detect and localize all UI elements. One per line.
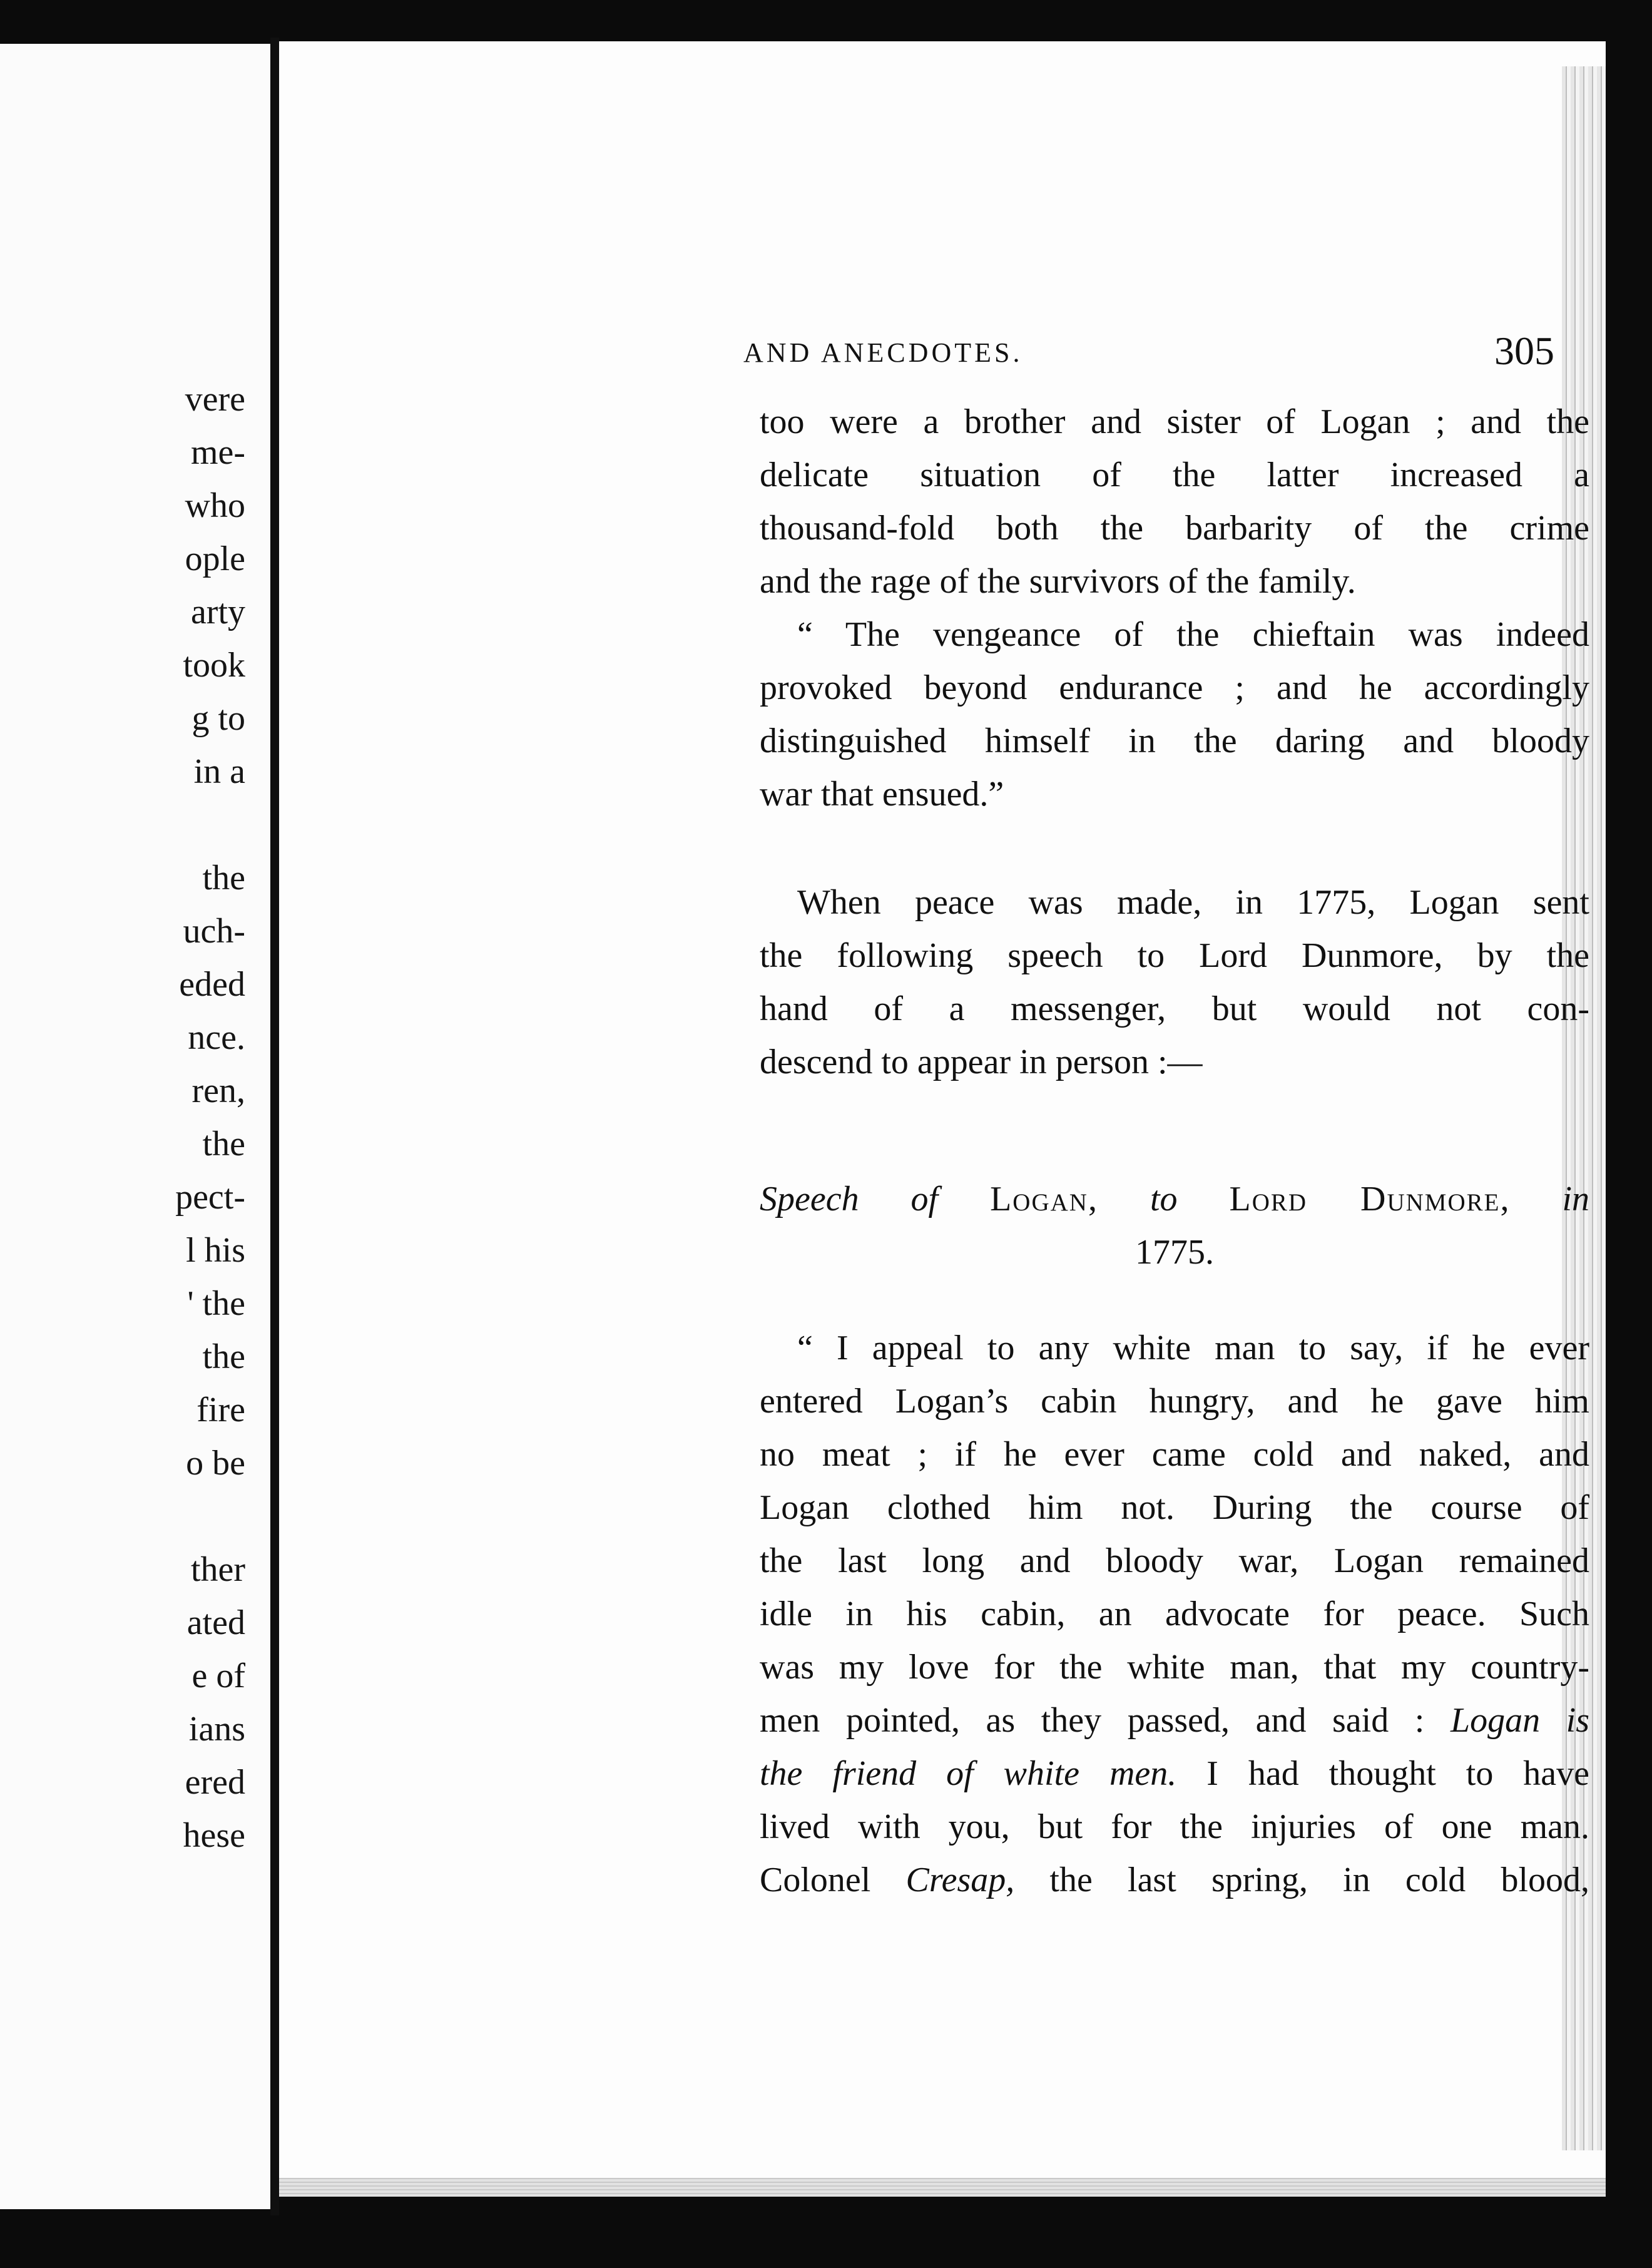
facing-page-line: hese bbox=[183, 1816, 245, 1855]
facing-page-line: ' the bbox=[187, 1284, 245, 1323]
facing-page-line: the bbox=[202, 859, 245, 897]
facing-page-line: l his bbox=[186, 1231, 245, 1270]
facing-page-line: ians bbox=[188, 1710, 245, 1749]
paragraph-peace bbox=[760, 876, 1589, 1089]
text-segment: men pointed, as they passed, and said : bbox=[760, 1701, 1425, 1740]
paragraph-quote bbox=[760, 608, 1589, 821]
text-line: no meat ; if he ever came cold and naked, and bbox=[760, 1435, 1589, 1474]
text-segment: the last spring, in cold blood, bbox=[1049, 1861, 1590, 1899]
facing-page-line: ered bbox=[185, 1763, 245, 1802]
speech-heading bbox=[760, 1173, 1589, 1279]
heading-to: to bbox=[1150, 1180, 1178, 1218]
page-bottom-edge bbox=[279, 2178, 1606, 2197]
facing-page-line: took bbox=[183, 646, 245, 685]
facing-page-line: eded bbox=[179, 965, 245, 1004]
heading-logan: Logan, bbox=[990, 1180, 1098, 1218]
text-line: When peace was made, in 1775, Logan sent bbox=[797, 883, 1589, 922]
text-line: the following speech to Lord Dunmore, by the bbox=[760, 936, 1589, 975]
facing-page-line: the bbox=[202, 1337, 245, 1376]
facing-page-line: me- bbox=[190, 433, 245, 472]
facing-page-line: ople bbox=[185, 539, 245, 578]
text-line: lived with you, but for the injuries of one man. bbox=[760, 1807, 1589, 1846]
text-line: thousand-fold both the barbarity of the crime bbox=[760, 509, 1589, 548]
text-line: and the rage of the survivors of the family. bbox=[760, 562, 1356, 601]
facing-page-line: vere bbox=[185, 380, 245, 419]
text-line bbox=[760, 1694, 1589, 1747]
paragraph-continuation bbox=[760, 396, 1589, 608]
heading-speech-of: Speech of bbox=[760, 1180, 939, 1218]
facing-page-line: arty bbox=[190, 593, 245, 631]
text-line: the last long and bloody war, Logan remained bbox=[760, 1541, 1589, 1580]
text-line bbox=[760, 1854, 1589, 1907]
facing-page-line: ated bbox=[186, 1603, 245, 1642]
facing-page-line: ren, bbox=[191, 1071, 245, 1110]
facing-page-line: who bbox=[185, 486, 245, 525]
running-head: AND ANECDOTES. bbox=[743, 337, 1023, 368]
text-segment-italic: Logan is bbox=[1450, 1701, 1590, 1740]
text-segment: I had thought to have bbox=[1206, 1754, 1590, 1793]
text-line: war that ensued.” bbox=[760, 775, 1004, 814]
text-line: Logan clothed him not. During the course of bbox=[760, 1488, 1589, 1527]
text-segment: Colonel bbox=[760, 1861, 871, 1899]
facing-page-line: g to bbox=[191, 699, 245, 738]
heading-lord-dunmore: Lord Dunmore, bbox=[1229, 1180, 1511, 1218]
facing-page-line: in a bbox=[193, 752, 245, 791]
text-line: too were a brother and sister of Logan ; and the bbox=[760, 402, 1589, 441]
text-line: entered Logan’s cabin hungry, and he gave him bbox=[760, 1382, 1589, 1421]
facing-page-line: uch- bbox=[183, 912, 245, 951]
facing-page-line: o be bbox=[186, 1444, 245, 1483]
page-number: 305 bbox=[1494, 329, 1554, 373]
facing-page-fragment bbox=[0, 44, 273, 2209]
facing-page-line: the bbox=[202, 1125, 245, 1163]
book-gutter bbox=[270, 38, 279, 2215]
heading-year: 1775. bbox=[1135, 1233, 1214, 1272]
text-line: idle in his cabin, an advocate for peace. Such bbox=[760, 1595, 1589, 1633]
text-segment-italic: Cresap, bbox=[905, 1861, 1015, 1899]
text-line: was my love for the white man, that my country- bbox=[760, 1648, 1589, 1687]
facing-page-line: e of bbox=[191, 1657, 245, 1695]
speech-text bbox=[760, 1322, 1589, 1907]
text-line: hand of a messenger, but would not con- bbox=[760, 989, 1589, 1028]
book-page bbox=[279, 41, 1606, 2197]
heading-line bbox=[760, 1173, 1589, 1226]
text-line: descend to appear in person :— bbox=[760, 1043, 1203, 1081]
text-line: distinguished himself in the daring and bloody bbox=[760, 722, 1589, 760]
facing-page-line: ther bbox=[190, 1550, 245, 1589]
text-line: “ I appeal to any white man to say, if he ever bbox=[797, 1329, 1589, 1367]
facing-page-line: fire bbox=[196, 1391, 245, 1429]
facing-page-line: pect- bbox=[175, 1178, 245, 1217]
text-segment-italic: the friend of white men. bbox=[760, 1754, 1177, 1793]
text-line: delicate situation of the latter increased a bbox=[760, 456, 1589, 494]
text-line: “ The vengeance of the chieftain was indeed bbox=[797, 615, 1589, 654]
facing-page-line: nce. bbox=[188, 1018, 245, 1057]
text-line bbox=[760, 1747, 1589, 1801]
heading-in: in bbox=[1562, 1180, 1590, 1218]
text-line: provoked beyond endurance ; and he accordingly bbox=[760, 668, 1589, 707]
